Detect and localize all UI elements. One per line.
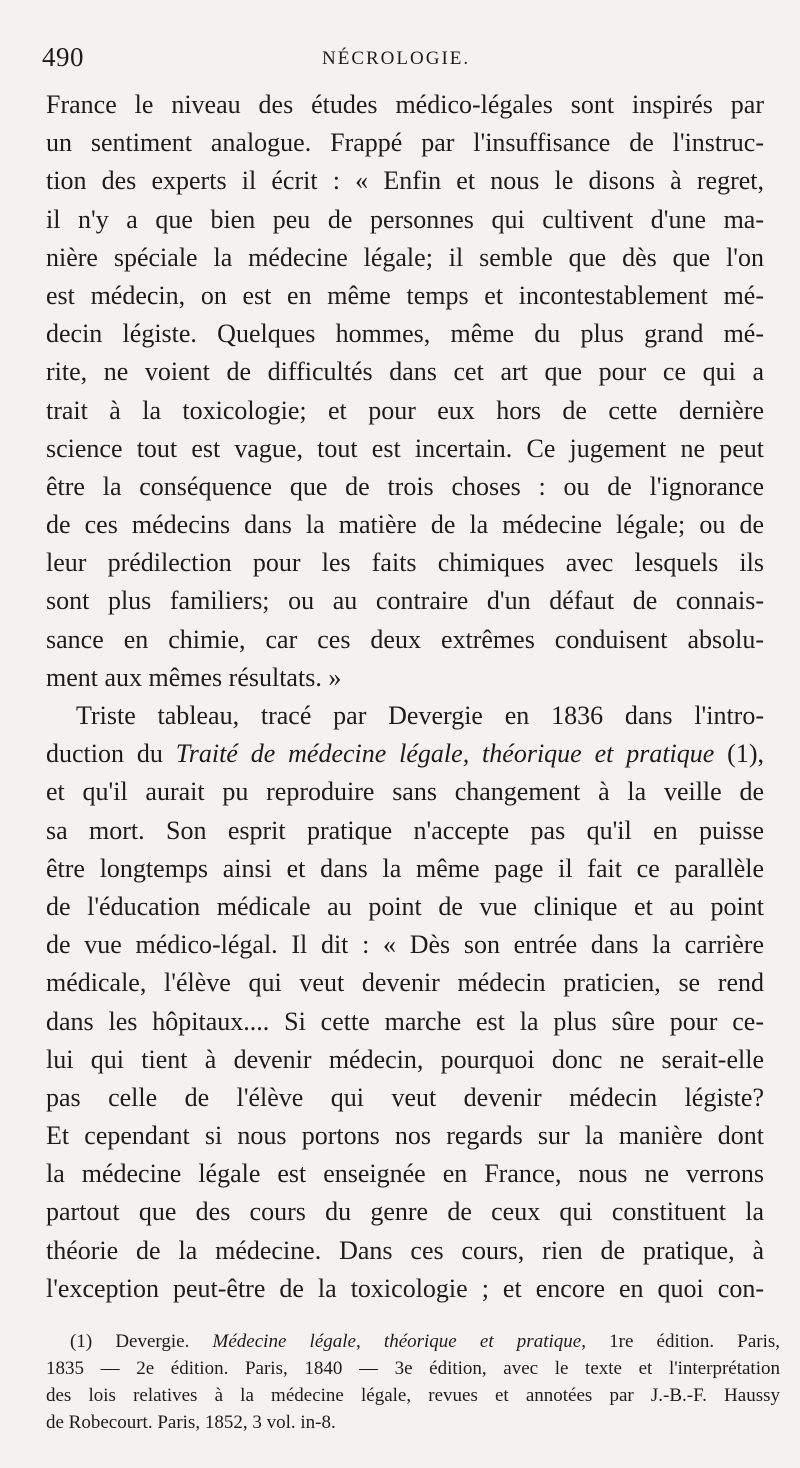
footnote: [46, 1328, 780, 1436]
text-line: lui qui tient à devenir médecin, pourquoi donc ne serait-elle: [46, 1044, 764, 1074]
body-text: [46, 86, 764, 1308]
text-line: est médecin, on est en même temps et incontestablement mé-: [46, 280, 764, 310]
text-line: sance en chimie, car ces deux extrêmes conduisent absolu-: [46, 624, 764, 654]
footnote-line: de Robecourt. Paris, 1852, 3 vol. in-8.: [46, 1412, 336, 1433]
book-title: Traité de médecine légale, théorique et pratique: [175, 739, 715, 769]
footnote-line: des lois relatives à la médecine légale, revues et annotées par J.-B.-F. Haussy: [46, 1385, 780, 1406]
text-line: nière spéciale la médecine légale; il semble que dès que l'on: [46, 242, 764, 272]
text-line: tion des experts il écrit : « Enfin et nous le disons à regret,: [46, 166, 764, 196]
text-line: sa mort. Son esprit pratique n'accepte pas qu'il en puisse: [46, 815, 764, 845]
text-segment: (1),: [714, 739, 764, 769]
text-line: science tout est vague, tout est incertain. Ce jugement ne peut: [46, 433, 764, 463]
footnote-book-title: Médecine légale, théorique et pratique: [212, 1331, 582, 1352]
text-line-with-title: [46, 735, 764, 773]
footnote-text: , 1re édition. Paris,: [581, 1331, 780, 1352]
text-line: de l'éducation médicale au point de vue clinique et au point: [46, 891, 764, 921]
text-line: Et cependant si nous portons nos regards sur la manière dont: [46, 1121, 764, 1151]
text-line: de vue médico-légal. Il dit : « Dès son entrée dans la carrière: [46, 930, 764, 960]
text-line: decin légiste. Quelques hommes, même du plus grand mé-: [46, 319, 764, 349]
text-segment: duction du: [46, 739, 176, 769]
footnote-line: [60, 1328, 780, 1355]
text-line: et qu'il aurait pu reproduire sans changement à la veille de: [46, 777, 764, 807]
footnote-line: 1835 — 2e édition. Paris, 1840 — 3e édition, avec le texte et l'interprétation: [46, 1358, 780, 1379]
text-line: Triste tableau, tracé par Devergie en 1836 dans l'intro-: [76, 701, 764, 730]
text-line: ment aux mêmes résultats. »: [46, 662, 342, 692]
text-line: être la conséquence que de trois choses : ou de l'ignorance: [46, 471, 764, 501]
text-line: dans les hôpitaux.... Si cette marche est la plus sûre pour ce-: [46, 1006, 764, 1036]
text-line: un sentiment analogue. Frappé par l'insuffisance de l'instruc-: [46, 128, 764, 158]
text-line: trait à la toxicologie; et pour eux hors de cette dernière: [46, 395, 764, 425]
text-line: de ces médecins dans la matière de la médecine légale; ou de: [46, 510, 764, 540]
text-line: théorie de la médecine. Dans ces cours, rien de pratique, à: [46, 1235, 764, 1265]
text-line: pas celle de l'élève qui veut devenir médecin légiste?: [46, 1082, 764, 1112]
text-line: l'exception peut-être de la toxicologie ; et encore en quoi con-: [46, 1273, 764, 1303]
text-line: leur prédilection pour les faits chimiques avec lesquels ils: [46, 548, 764, 578]
text-line: il n'y a que bien peu de personnes qui cultivent d'une ma-: [46, 204, 764, 234]
page-number: 490: [42, 42, 84, 72]
page-header: [40, 42, 760, 78]
footnote-text: (1) Devergie.: [70, 1331, 213, 1352]
text-line: partout que des cours du genre de ceux qui constituent la: [46, 1197, 764, 1227]
text-line: médicale, l'élève qui veut devenir médecin praticien, se rend: [46, 968, 764, 998]
text-line: être longtemps ainsi et dans la même page il fait ce parallèle: [46, 853, 764, 883]
text-line: la médecine légale est enseignée en France, nous ne verrons: [46, 1159, 764, 1189]
text-line: France le niveau des études médico-légales sont inspirés par: [46, 90, 764, 119]
running-title: NÉCROLOGIE.: [322, 48, 471, 69]
text-line: rite, ne voient de difficultés dans cet art que pour ce qui a: [46, 357, 764, 387]
text-line: sont plus familiers; ou au contraire d'un défaut de connais-: [46, 586, 764, 616]
